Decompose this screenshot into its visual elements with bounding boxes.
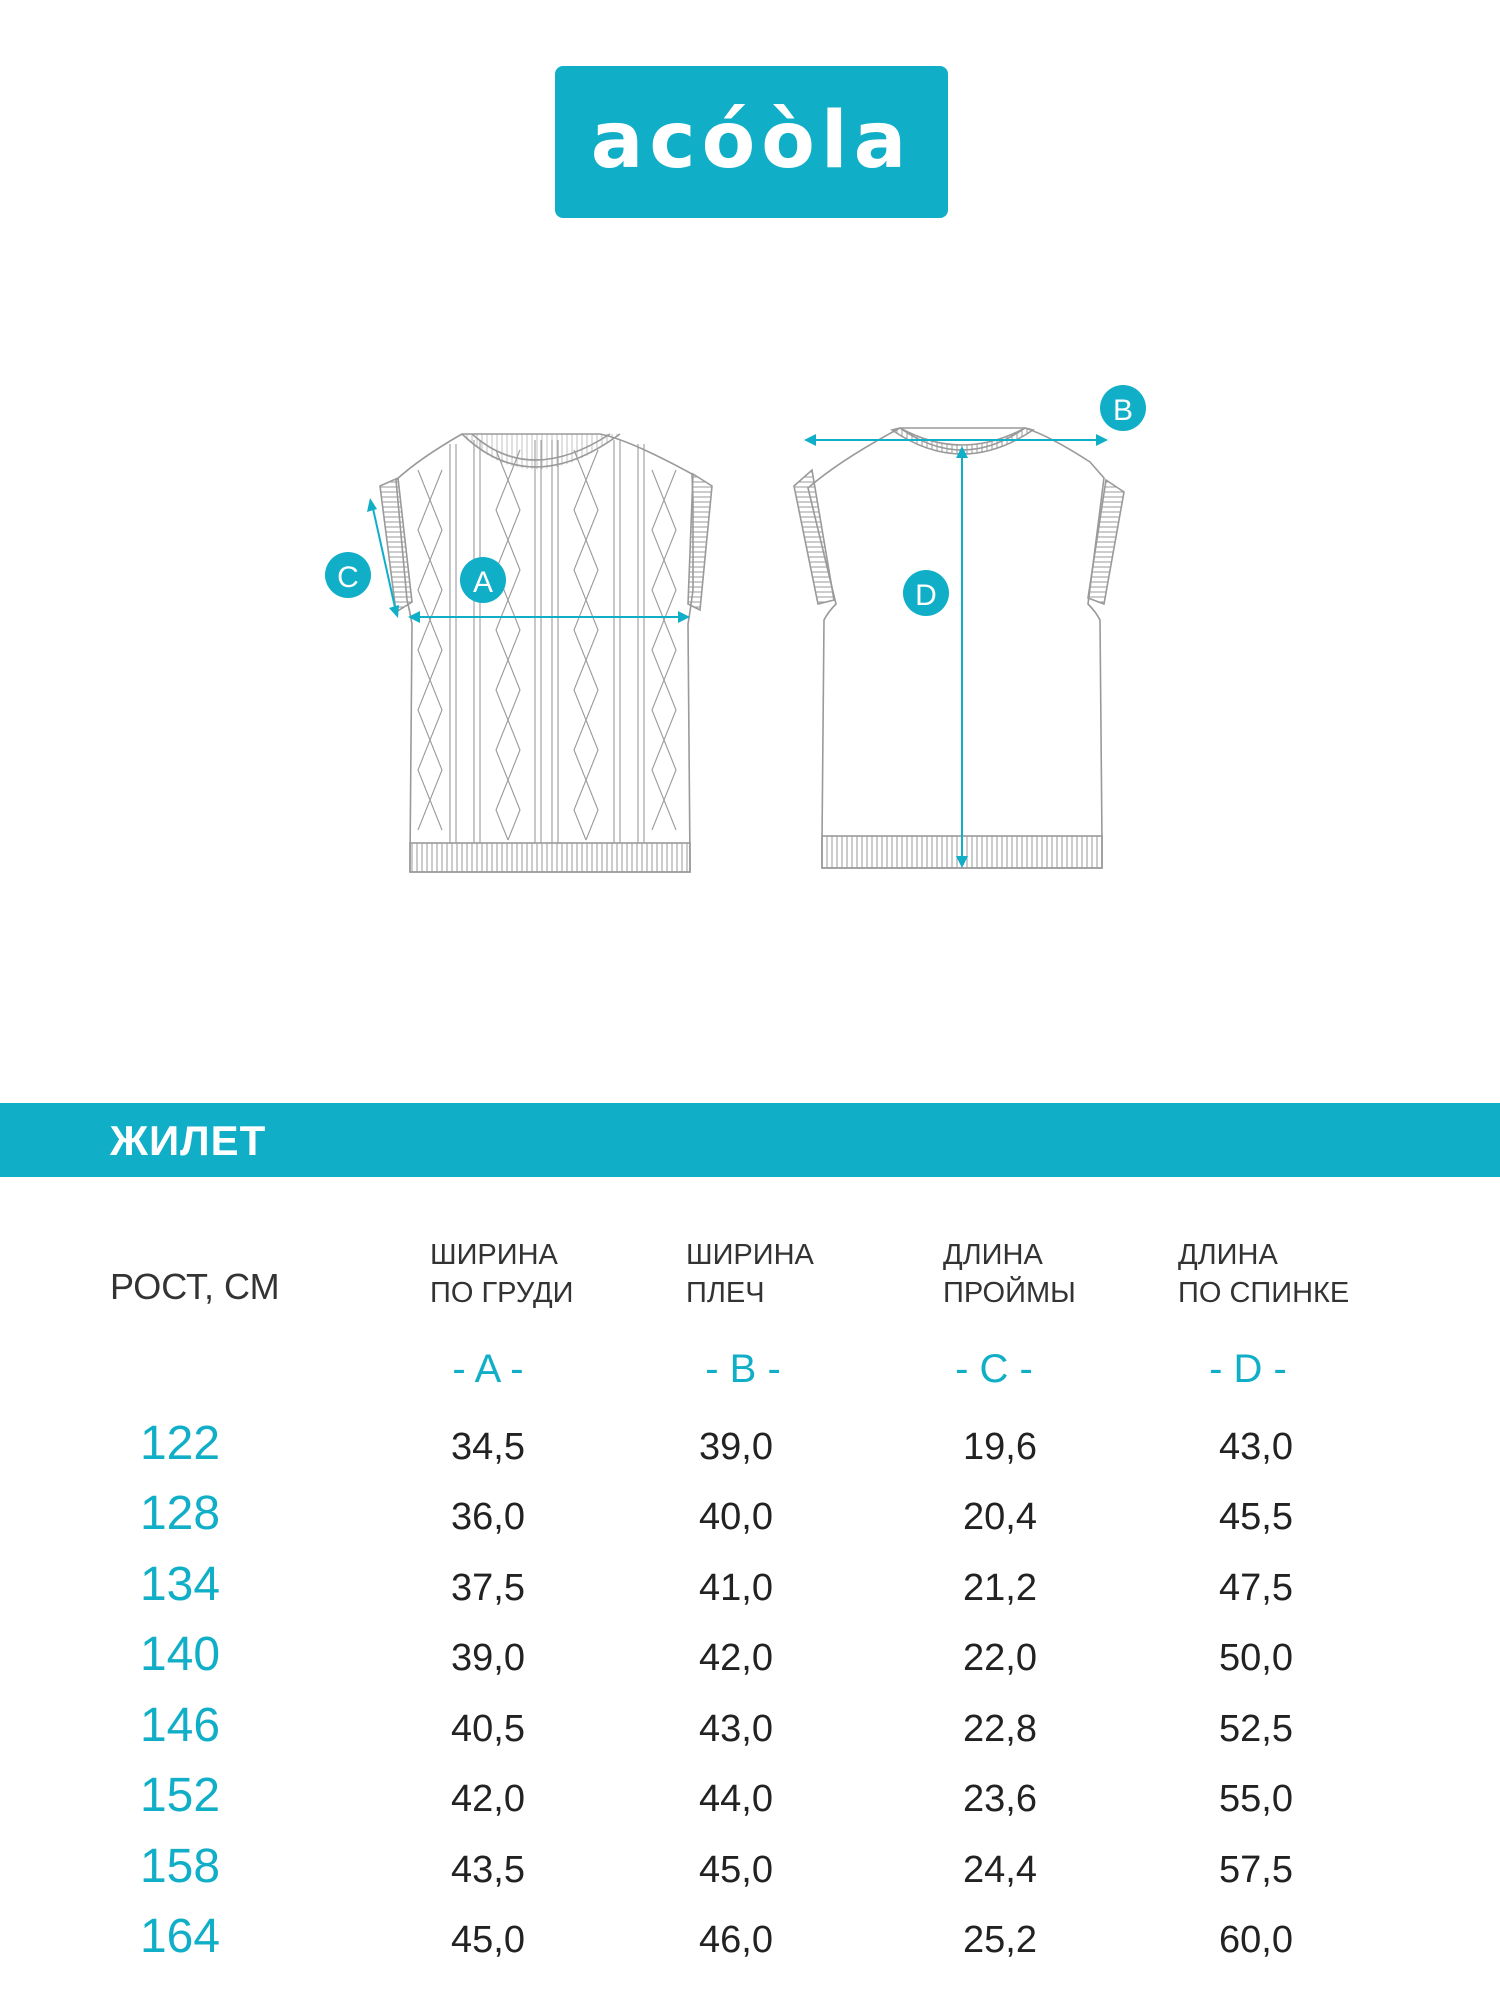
cell-d: 52,5: [1219, 1708, 1293, 1750]
row-height: 158: [139, 1840, 221, 1893]
table-row: [0, 1416, 1500, 1486]
table-row: [0, 1768, 1500, 1838]
table-row: [0, 1839, 1500, 1909]
cell-a: 37,5: [451, 1567, 525, 1609]
badge-d: [903, 570, 949, 616]
badge-c-label: C: [337, 561, 359, 594]
table-row: [0, 1627, 1500, 1697]
cell-c: 23,6: [963, 1778, 1037, 1820]
row-height: 146: [139, 1699, 221, 1752]
cell-b: 42,0: [699, 1637, 773, 1679]
cell-c: 22,0: [963, 1637, 1037, 1679]
cell-a: 45,0: [451, 1919, 525, 1961]
cell-b: 46,0: [699, 1919, 773, 1961]
cell-a: 39,0: [451, 1637, 525, 1679]
cell-d: 55,0: [1219, 1778, 1293, 1820]
cell-c: 24,4: [963, 1849, 1037, 1891]
cell-a: 43,5: [451, 1849, 525, 1891]
table-row: [0, 1557, 1500, 1627]
cell-d: 57,5: [1219, 1849, 1293, 1891]
section-band: [0, 1103, 1500, 1177]
header-back-line1: ДЛИНА: [1178, 1239, 1278, 1271]
cell-d: 50,0: [1219, 1637, 1293, 1679]
row-height: 164: [139, 1910, 221, 1963]
cell-d: 43,0: [1219, 1426, 1293, 1468]
table-row: [0, 1486, 1500, 1556]
code-a: - A -: [452, 1347, 524, 1391]
header-chest-line1: ШИРИНА: [430, 1239, 558, 1271]
row-height: 152: [139, 1769, 221, 1822]
header-armhole-line2: ПРОЙМЫ: [943, 1277, 1076, 1309]
header-shoulders-line1: ШИРИНА: [686, 1239, 814, 1271]
cell-d: 47,5: [1219, 1567, 1293, 1609]
header-chest: [430, 1236, 573, 1312]
back-view: [794, 428, 1124, 868]
header-armhole-line1: ДЛИНА: [943, 1239, 1043, 1271]
row-height: 128: [139, 1487, 221, 1540]
badge-d-label: D: [915, 579, 937, 612]
cell-b: 43,0: [699, 1708, 773, 1750]
cell-a: 42,0: [451, 1778, 525, 1820]
cell-a: 34,5: [451, 1426, 525, 1468]
badge-b: [1100, 385, 1146, 431]
cell-d: 60,0: [1219, 1919, 1293, 1961]
row-height: 122: [139, 1417, 221, 1470]
table-row: [0, 1909, 1500, 1979]
cell-b: 40,0: [699, 1496, 773, 1538]
header-armhole: [943, 1236, 1076, 1312]
header-chest-line2: ПО ГРУДИ: [430, 1277, 574, 1309]
badge-c: [325, 552, 371, 598]
section-title: ЖИЛЕТ: [110, 1117, 267, 1164]
cell-c: 22,8: [963, 1708, 1037, 1750]
cell-a: 40,5: [451, 1708, 525, 1750]
cell-c: 19,6: [963, 1426, 1037, 1468]
cell-b: 45,0: [699, 1849, 773, 1891]
row-height: 134: [139, 1558, 221, 1611]
cell-c: 21,2: [963, 1567, 1037, 1609]
cell-b: 39,0: [699, 1426, 773, 1468]
cell-a: 36,0: [451, 1496, 525, 1538]
row-height: 140: [139, 1628, 221, 1681]
header-back-line2: ПО СПИНКЕ: [1178, 1277, 1350, 1309]
brand-logo-text: acóòla: [590, 96, 913, 186]
cell-d: 45,5: [1219, 1496, 1293, 1538]
header-shoulders-line2: ПЛЕЧ: [686, 1277, 765, 1309]
badge-b-label: B: [1112, 394, 1134, 427]
code-c: - C -: [955, 1347, 1033, 1391]
header-back: [1178, 1236, 1349, 1312]
cell-b: 41,0: [699, 1567, 773, 1609]
header-shoulders: [686, 1236, 814, 1312]
badge-a-label: A: [472, 566, 494, 599]
cell-c: 20,4: [963, 1496, 1037, 1538]
header-height: РОСТ, СМ: [110, 1266, 280, 1307]
cell-b: 44,0: [699, 1778, 773, 1820]
cell-c: 25,2: [963, 1919, 1037, 1961]
front-view: [380, 434, 712, 872]
badge-a: [460, 557, 506, 603]
table-row: [0, 1698, 1500, 1768]
code-b: - B -: [705, 1347, 781, 1391]
code-d: - D -: [1209, 1347, 1287, 1391]
